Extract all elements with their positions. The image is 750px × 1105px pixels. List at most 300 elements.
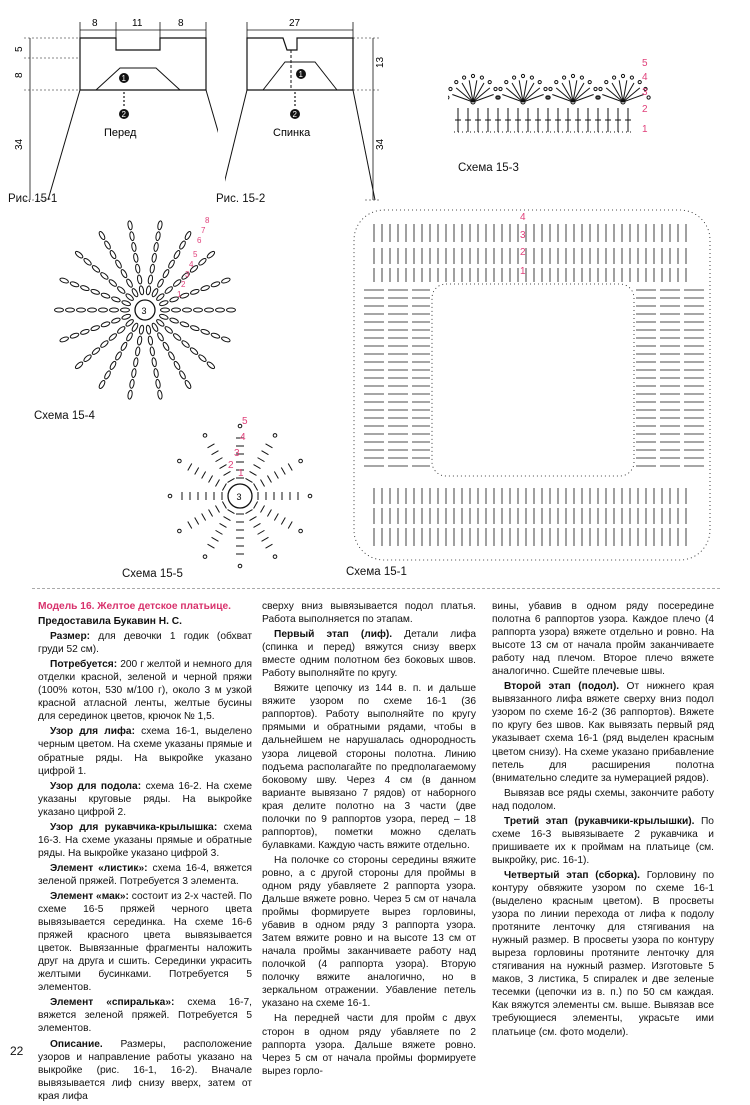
stitch-symbol [555,80,558,83]
stitch-symbol [184,380,192,390]
figure-label: Спинка [273,127,311,139]
stitch-symbol [127,390,133,400]
stitch-symbol [98,231,106,241]
stitch-symbol [80,285,90,292]
paragraph: вины, убавив в одном ряду посередине полотна 6 раппортов узора. Каждое плечо (4 раппорта узора) вяжете отдельно и ровно. На высоте 13 см от начала пройм заканчиваете работу над плечом. Второе плечо вяжете аналогично. Сшейте плечевые швы. [492,601,714,678]
stitch-symbol [630,76,633,79]
stitch-symbol [178,529,182,533]
stitch-symbol [162,341,170,351]
stitch-symbol [211,281,221,288]
stitch-symbol [133,253,139,263]
stitch-symbol [215,480,219,487]
stitch-symbol [613,76,616,79]
marker-1: 1 [298,70,303,79]
stitch-symbol [216,458,223,462]
stitch-symbol [267,510,271,517]
stitch-symbol [599,87,602,90]
stitch-symbol [299,459,303,463]
stitch-symbol [202,514,206,521]
stitch-symbol [148,275,154,285]
stitch-symbol [588,80,591,83]
marker-2: 2 [292,110,297,119]
stitch-symbol [198,354,207,363]
stitch-symbol [126,332,134,342]
divider [32,588,720,589]
stitch-symbol [216,530,223,534]
stitch-symbol [200,285,210,292]
section-text: Горловину по контуру обвяжите узором по схеме 16-1 (выделено красным цветом). В просветы узора по линии перехода от лифа к подолу протяните ленточку для стягивания на нужный размер. В просветы узора по контуру выреза горловины протяните ленточку для стягивания на нужный размер. Изготовьте 5 маков, 3 листика, 5 спиралек и две зеленые тесемки (цепочки из в. п.) по 50 см каждая. Как вяжутся элементы см. выше. Вывязав все требующиеся элементы, украсьте ими платьице (см. фото модели). [492,869,714,1038]
stitch-symbol [150,264,156,274]
stitch-symbol [195,518,199,525]
stitch-symbol [266,444,273,448]
stitch-symbol [220,523,227,527]
stitch-symbol [299,529,303,533]
stitch-symbol [250,471,257,475]
schema-15-5 [150,410,330,570]
stitch-symbol [117,286,126,295]
row-number: 1 [177,290,182,299]
stitch-symbol [129,231,135,241]
schema-caption: Схема 15-4 [34,410,95,422]
stitch-symbol [530,76,533,79]
stitch-symbol [173,361,181,371]
stitch-symbol [288,522,292,529]
stitch-symbol [110,308,119,312]
stitch-symbol [155,231,161,241]
stitch-symbol [74,250,83,259]
stitch-symbol [179,240,187,250]
stitch-symbol [169,317,179,324]
section-heading: Первый этап (лиф). [274,629,393,641]
row-number: 3 [642,87,648,98]
section-text: схема 16-7, вяжется зеленой пряжей. Потребуется 5 элементов. [38,997,252,1035]
section-text: схема 16-2. На схеме указаны круговые ряды. На выкройке указано цифрой 2. [38,780,252,818]
dim-right-2: 34 [375,138,386,150]
stitch-symbol [121,313,131,320]
row-number: 2 [642,104,648,115]
stitch-symbol [133,357,139,367]
stitch-symbol [129,379,135,389]
stitch-symbol [505,80,508,83]
stitch-symbol [80,328,90,335]
stitch-symbol [449,87,452,90]
section-heading: Узор для подола: [50,780,142,792]
section-heading: Элемент «спиралька»: [50,997,175,1009]
stitch-symbol [212,537,219,541]
row-number: 8 [205,216,210,225]
stitch-symbol [549,87,552,90]
dim-top-2: 11 [132,18,143,29]
row-number: 2 [520,247,526,258]
figure-15-1 [8,10,218,210]
article-author: Предоставила Букавин Н. С. [38,616,182,628]
stitch-symbol [203,434,207,438]
section-text: схема 16-4, вяжется зеленой пряжей. Потребуется 3 элемента. [38,862,252,887]
schema-caption: Схема 15-3 [458,162,519,174]
stitch-symbol [521,74,524,77]
stitch-symbol [137,336,143,346]
stitch-symbol [267,476,271,483]
row-number: 7 [201,226,206,235]
row-number: 1 [642,124,648,135]
stitch-symbol [159,300,169,307]
center-label: 3 [141,306,147,316]
section-text: схема 16-3. На схеме указаны прямые и обратные ряды. На выкройке указано цифрой 3. [38,821,252,859]
section-text: Размеры, расположение узоров и направление работы указано на выкройке (рис. 16-1, 16-2). Вначале вывязывается лиф снизу вверх, затем от края лифа [38,1038,252,1102]
stitch-symbol [164,286,173,295]
stitch-symbol [288,464,292,471]
stitch-symbol [179,370,187,380]
stitch-symbol [135,264,141,274]
stitch-symbol [573,94,594,102]
stitch-symbol [108,279,117,288]
stitch-symbol [121,308,130,312]
stitch-symbol [126,278,134,288]
row-number: 2 [181,280,186,289]
stitch-symbol [488,80,491,83]
stitch-symbol [161,308,170,312]
stitch-symbol [308,494,312,498]
stitch-symbol [153,242,159,252]
stitch-symbol [137,275,143,285]
stitch-symbol [101,292,111,299]
stitch-symbol [146,286,152,296]
stitch-symbol [157,221,163,231]
stitch-symbol [580,76,583,79]
section-text: Детали лифа (спинка и перед) вяжутся снизу вверх вместе одним полотном без боковых швов. Работу выполняйте по кругу. [262,629,476,680]
stitch-symbol [183,308,192,312]
stitch-symbol [254,523,261,527]
stitch-symbol [98,380,106,390]
row-number: 2 [228,460,234,471]
stitch-symbol [258,458,265,462]
marker-1: 1 [121,74,126,83]
stitch-symbol [480,76,483,79]
stitch-symbol [194,308,203,312]
stitch-symbol [139,286,145,296]
stitch-symbol [254,502,258,509]
section-heading: Узор для лифа: [50,726,135,738]
marker-2: 2 [121,110,126,119]
row-number: 4 [189,260,194,269]
section-heading: Четвертый этап (сборка). [504,869,640,881]
stitch-symbol [623,94,644,102]
stitch-symbol [605,80,608,83]
schema-15-1 [340,200,720,570]
stitch-symbol [228,510,235,514]
figure-caption: Рис. 15-1 [8,193,58,205]
row-number: 3 [520,230,526,241]
stitch-symbol [215,506,219,513]
stitch-symbol [206,361,215,370]
row-number: 4 [520,212,526,223]
stitch-symbol [224,517,231,521]
stitch-symbol [471,74,474,77]
dim-left-2: 8 [14,72,25,78]
stitch-symbol [621,74,624,77]
stitch-symbol [99,308,108,312]
stitch-symbol [188,522,192,529]
stitch-symbol [261,506,265,513]
stitch-symbol [120,269,128,279]
schema-15-4 [30,205,260,415]
section-heading: Элемент «листик»: [50,862,148,874]
stitch-symbol [228,478,235,482]
row-number: 3 [185,270,190,279]
stitch-symbol [151,253,157,263]
stitch-symbol [101,321,111,328]
stitch-symbol [104,370,112,380]
stitch-symbol [354,210,710,560]
stitch-symbol [151,357,157,367]
stitch-symbol [211,332,221,339]
stitch-symbol [59,336,69,343]
stitch-symbol [261,480,265,487]
stitch-symbol [70,281,80,288]
stitch-symbol [111,296,121,303]
stitch-symbol [168,259,176,269]
row-number: 3 [234,448,240,459]
row-number: 6 [197,236,202,245]
dim-top-3: 8 [178,18,184,29]
stitch-symbol [594,87,597,90]
stitch-symbol [162,269,170,279]
stitch-symbol [238,564,242,568]
stitch-symbol [513,76,516,79]
stitch-symbol [246,478,253,482]
stitch-symbol [222,484,226,491]
stitch-symbol [602,94,623,102]
stitch-symbol [209,476,213,483]
stitch-symbol [208,544,215,548]
stitch-symbol [90,288,100,295]
stitch-symbol [59,277,69,284]
stitch-symbol [250,517,257,521]
stitch-symbol [452,94,473,102]
section-heading: Описание. [50,1038,103,1050]
section-text: схема 16-1, выделено черным цветом. На схеме указаны прямые и обратные ряды. На выкройке указано цифрой 1. [38,726,252,777]
stitch-symbol [83,257,92,266]
stitch-symbol [173,250,181,260]
stitch-symbol [227,308,236,312]
stitch-symbol [120,341,128,351]
section-text: От нижнего края вывязанного лифа вяжете сверху вниз подол узором по схеме 16-2 (36 раппортов). Вяжете по кругу без швов. Как вывязать первый ряд указывает схема 16-1 (ряд выделен красным цветом снизу). На схеме указано прибавление петель для расширения полотна (внимательно следите за нумерацией рядов). [492,681,714,784]
article-column-1 [38,600,252,1105]
stitch-symbol [157,278,165,288]
stitch-symbol [172,333,181,342]
stitch-symbol [100,272,109,281]
stitch-symbol [66,308,75,312]
stitch-symbol [200,328,210,335]
stitch-symbol [221,277,231,284]
dim-top-1: 8 [92,18,98,29]
stitch-symbol [448,96,449,99]
schema-caption: Схема 15-5 [122,568,183,580]
stitch-symbol [258,530,265,534]
stitch-symbol [157,332,165,342]
stitch-symbol [455,80,458,83]
stitch-symbol [159,313,169,320]
stitch-symbol [100,340,109,349]
row-number: 1 [520,266,526,277]
section-heading: Элемент «мак»: [50,890,129,902]
stitch-symbol [104,240,112,250]
paragraph: Вывязав все ряды схемы, закончите работу над подолом. [492,787,714,812]
row-number: 5 [242,416,248,427]
stitch-symbol [463,76,466,79]
stitch-symbol [254,465,261,469]
stitch-symbol [638,80,641,83]
figure-15-2 [225,10,425,210]
stitch-symbol [148,336,154,346]
stitch-symbol [115,351,123,361]
stitch-symbol [91,264,100,273]
stitch-symbol [155,379,161,389]
section-heading: Потребуется: [50,659,118,671]
stitch-symbol [538,80,541,83]
stitch-symbol [190,325,200,332]
stitch-symbol [150,347,156,357]
stitch-symbol [221,336,231,343]
stitch-symbol [55,308,64,312]
stitch-symbol [91,347,100,356]
stitch-symbol [83,354,92,363]
stitch-symbol [131,242,137,252]
stitch-symbol [121,300,131,307]
stitch-symbol [181,340,190,349]
stitch-symbol [432,284,634,476]
row-number: 4 [240,432,246,443]
stitch-symbol [190,288,200,295]
stitch-symbol [184,231,192,241]
row-number: 4 [642,72,648,83]
stitch-symbol [209,510,213,517]
article-title: Модель 16. Желтое детское платьице. [38,601,231,612]
stitch-symbol [90,325,100,332]
page-number: 22 [10,1044,24,1058]
stitch-symbol [180,321,190,328]
stitch-symbol [146,325,152,335]
stitch-symbol [552,94,573,102]
stitch-symbol [571,74,574,77]
section-text: По схеме 16-3 вывязываете 2 рукавчика и пришиваете их к проймам на платьице (см. выкройку, рис. 16-1). [492,815,714,866]
paragraph: На передней части для пройм с двух сторон в одном ряду убавляете по 2 раппорта узора. Дальше вяжете ровно. Через 5 см от начала проймы формируете вырез горло- [262,1013,476,1077]
stitch-symbol [202,472,206,479]
stitch-symbol [273,555,277,559]
dim-left-1: 5 [14,46,25,52]
stitch-symbol [198,257,207,266]
stitch-symbol [266,544,273,548]
center-label: 3 [236,492,242,502]
stitch-symbol [203,555,207,559]
dim-left-3: 34 [14,138,25,150]
stitch-symbol [131,368,137,378]
stitch-symbol [205,308,214,312]
stitch-symbol [246,510,253,514]
stitch-symbol [168,351,176,361]
stitch-symbol [544,87,547,90]
section-text: состоит из 2-х частей. По схеме 16-5 пряжей черного цвета вывязывается серединка. На схеме 16-6 пряжей красного цвета вывязывается цветок. Вывязанные фрагменты наложить друг на друга и сшить. Серединки украсить желтыми бусинками. Потребуется 5 элементов. [38,890,252,994]
section-heading: Узор для рукавчика-крылышка: [50,821,218,833]
dim-right-1: 13 [375,56,386,68]
stitch-symbol [74,361,83,370]
stitch-symbol [172,308,181,312]
section-heading: Размер: [50,631,91,643]
stitch-symbol [502,94,523,102]
stitch-symbol [206,250,215,259]
stitch-symbol [216,308,225,312]
stitch-symbol [70,332,80,339]
stitch-symbol [563,76,566,79]
stitch-symbol [262,537,269,541]
paragraph: На полочке со стороны середины вяжите ровно, а с другой стороны для проймы в одном ряду убавляете 2 раппорта узора. Дальше вяжете ровно. Через 5 см от начала проймы формируете вырез горловины, убавив в одном ряду 3 раппорта узора. Затем вяжите ровно и на высоте 13 см от начала проймы заканчиваете работу над полочкой (4 раппорта узора). Вторую полочку вяжите аналогично, но в зеркальном отражении. Убавление петель указано на схеме 16-1. [262,854,476,1010]
stitch-symbol [77,308,86,312]
row-number: 1 [238,468,244,479]
stitch-symbol [189,347,198,356]
stitch-symbol [224,471,231,475]
figure-label: Перед [104,127,137,139]
stitch-symbol [135,347,141,357]
section-text: 200 г желтой и немного для отделки красной, зеленой и черной пряжи (100% котон, 530 м/100 г), около 3 м узкой красной атласной ленты, желтые бусины для серединок цветов, крючок № 1,5. [38,659,252,723]
section-text: для девочки 1 годик (обхват груди 52 см). [38,631,252,656]
stitch-symbol [220,465,227,469]
stitch-symbol [117,326,126,335]
stitch-symbol [157,390,163,400]
stitch-symbol [499,87,502,90]
row-number: 5 [642,58,648,69]
stitch-symbol [274,472,278,479]
section-heading: Второй этап (подол). [504,681,620,693]
stitch-symbol [494,87,497,90]
stitch-symbol [212,451,219,455]
stitch-symbol [109,250,117,260]
dim-top: 27 [289,18,301,29]
schema-caption: Схема 15-1 [346,566,407,578]
stitch-symbol [254,484,258,491]
stitch-symbol [139,325,145,335]
stitch-symbol [188,464,192,471]
stitch-symbol [164,326,173,335]
figure-caption: Рис. 15-2 [216,193,266,205]
stitch-symbol [195,468,199,475]
stitch-symbol [109,361,117,371]
stitch-symbol [88,308,97,312]
stitch-symbol [178,459,182,463]
stitch-symbol [208,444,215,448]
stitch-symbol [473,94,494,102]
stitch-symbol [273,434,277,438]
stitch-symbol [274,514,278,521]
section-heading: Третий этап (рукавчики-крылышки). [504,815,695,827]
row-number: 5 [193,250,198,259]
article-column-3 [492,600,714,1041]
stitch-symbol [281,468,285,475]
stitch-symbol [111,317,121,324]
stitch-symbol [222,502,226,509]
paragraph: Вяжите цепочку из 144 в. п. и дальше вяжите узором по схеме 16-1 (36 раппортов). Работу выполняйте по кругу прямыми и обратными рядами, чтобы в дальнейшем не нарушалась однородность узора лицевой стороны полотна. Линию подъема располагайте по предполагаемому боковому шву. Через 4 см (в данном варианте вывязано 7 рядов) от наборного края делите полотно на 3 части (две полочки по 9 раппортов узора, перед – 18 раппортов), пометки можно сделать булавками. Каждую часть вяжите отдельно. [262,683,476,851]
stitch-symbol [523,94,544,102]
stitch-symbol [127,221,133,231]
stitch-symbol [108,333,117,342]
article-column-2 [262,600,476,1080]
stitch-symbol [262,451,269,455]
stitch-symbol [168,494,172,498]
schema-15-3 [448,40,658,160]
stitch-symbol [281,518,285,525]
stitch-symbol [153,368,159,378]
paragraph: сверху вниз вывязывается подол платья. Работа выполняется по этапам. [262,601,476,626]
stitch-symbol [115,259,123,269]
